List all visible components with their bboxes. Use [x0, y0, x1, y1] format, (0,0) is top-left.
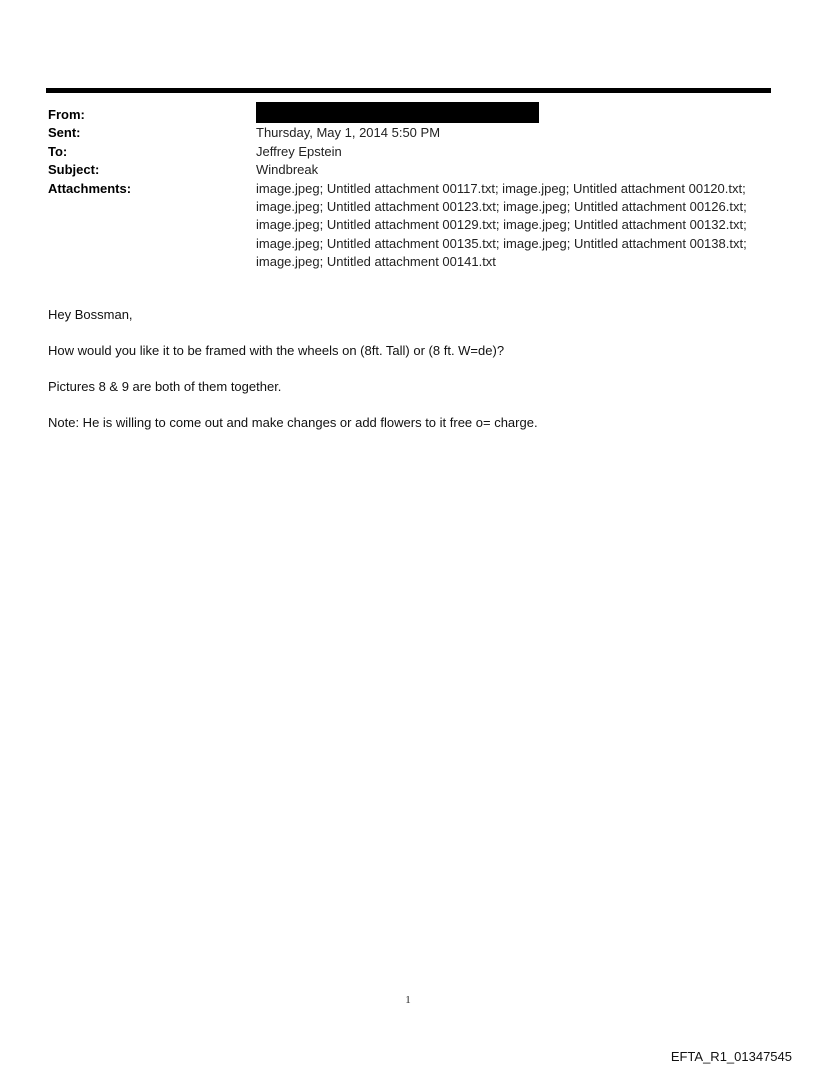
to-label: To: — [48, 143, 68, 159]
sent-value: Thursday, May 1, 2014 5:50 PM — [256, 125, 441, 141]
subject-value: Windbreak — [256, 162, 319, 178]
header-divider — [46, 88, 771, 93]
subject-row — [48, 161, 772, 179]
attachments-value: image.jpeg; Untitled attachment 00117.txt; image.jpeg; Untitled attachment 00120.txt; image.jpeg; Untitled attachment 00123.txt; image.jpeg; Untitled attachment 00126.txt; image.jpeg; Untitled attachment 00129.txt; image.jpeg; Untitled attachment 00132.txt; image.jpeg; Untitled attachment 00135.txt; image.jpeg; Untitled attachment 00138.txt; image.jpeg; Untitled attachment 00141.txt — [256, 180, 747, 270]
to-value: Jeffrey Epstein — [256, 143, 342, 159]
sent-row — [48, 124, 772, 142]
email-header — [48, 106, 772, 272]
attachments-label: Attachments: — [48, 180, 132, 196]
email-body — [48, 306, 772, 450]
body-paragraph-3: Note: He is willing to come out and make changes or add flowers to it free o= charge. — [48, 415, 538, 430]
to-row — [48, 143, 772, 161]
sent-label: Sent: — [48, 125, 81, 141]
body-paragraph-1: How would you like it to be framed with the wheels on (8ft. Tall) or (8 ft. W=de)? — [48, 343, 505, 358]
greeting: Hey Bossman, — [48, 307, 133, 322]
from-row — [48, 106, 772, 124]
page-number: 1 — [405, 994, 411, 1006]
body-paragraph-2: Pictures 8 & 9 are both of them together. — [48, 379, 282, 394]
attachments-row — [48, 180, 772, 272]
from-value — [256, 106, 772, 124]
subject-label: Subject: — [48, 162, 100, 178]
from-label: From: — [48, 107, 85, 122]
redaction-block — [256, 102, 539, 123]
document-id: EFTA_R1_01347545 — [670, 1049, 792, 1064]
